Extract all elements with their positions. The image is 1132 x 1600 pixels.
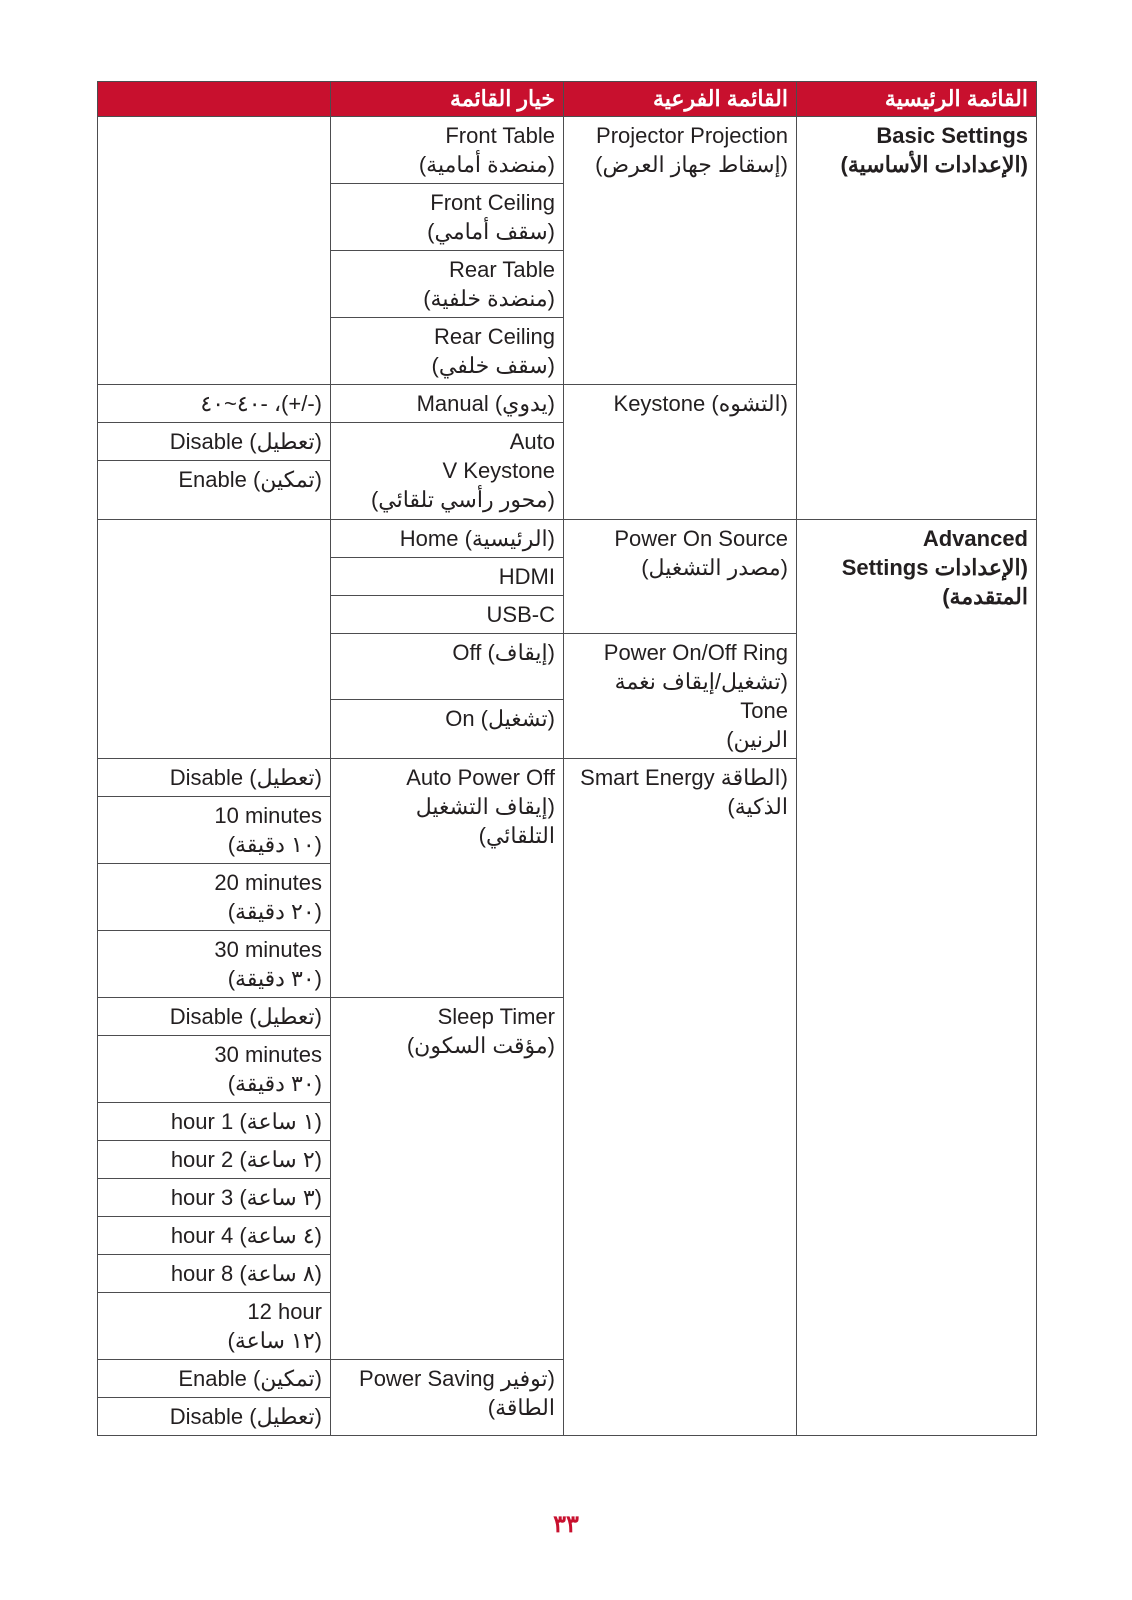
value-disable: (تعطيل) Disable: [98, 423, 331, 461]
option-auto-power-off: Auto Power Off (إيقاف التشغيل التلقائي): [331, 759, 564, 998]
value-enable: (تمكين) Enable: [98, 461, 331, 520]
value-st-2-hour: (٢ ساعة) 2 hour: [98, 1141, 331, 1179]
value-apo-disable: (تعطيل) Disable: [98, 759, 331, 797]
value-st-4-hour: (٤ ساعة) 4 hour: [98, 1217, 331, 1255]
table-header-row: [98, 82, 1037, 117]
header-menu-option: خيار القائمة: [331, 82, 564, 117]
value-st-12-hour: 12 hour (١٢ ساعة): [98, 1293, 331, 1360]
value-st-30-minutes: 30 minutes (٣٠ دقيقة): [98, 1036, 331, 1103]
option-off: (إيقاف) Off: [331, 634, 564, 700]
option-usb-c: USB-C: [331, 596, 564, 634]
option-sleep-timer: Sleep Timer (مؤقت السكون): [331, 998, 564, 1360]
empty-cell: [98, 117, 331, 385]
submenu-power-on-source: Power On Source (مصدر التشغيل): [564, 520, 797, 634]
option-home: (الرئيسية) Home: [331, 520, 564, 558]
value-st-8-hour: (٨ ساعة) 8 hour: [98, 1255, 331, 1293]
table-row: [98, 117, 1037, 184]
header-main-menu: القائمة الرئيسية: [797, 82, 1037, 117]
main-menu-advanced-settings: Advanced (الإعدادات Settings المتقدمة): [797, 520, 1037, 1436]
table-row: [98, 520, 1037, 558]
page-number: ٣٣: [553, 1511, 579, 1538]
submenu-keystone: (التشوه) Keystone: [564, 385, 797, 520]
header-sub-menu: القائمة الفرعية: [564, 82, 797, 117]
value-ps-disable: (تعطيل) Disable: [98, 1398, 331, 1436]
value-manual-range: (-/+)، -٤٠~٤٠: [98, 385, 331, 423]
main-menu-basic-settings: Basic Settings (الإعدادات الأساسية): [797, 117, 1037, 520]
value-apo-20-minutes: 20 minutes (٢٠ دقيقة): [98, 864, 331, 931]
header-blank: [98, 82, 331, 117]
option-auto-v-keystone: Auto V Keystone (محور رأسي تلقائي): [331, 423, 564, 520]
option-rear-table: Rear Table (منضدة خلفية): [331, 251, 564, 318]
value-apo-10-minutes: 10 minutes (١٠ دقيقة): [98, 797, 331, 864]
option-front-table: Front Table (منضدة أمامية): [331, 117, 564, 184]
value-st-disable: (تعطيل) Disable: [98, 998, 331, 1036]
submenu-smart-energy: (الطاقة Smart Energy الذكية): [564, 759, 797, 1436]
empty-cell: [98, 520, 331, 759]
submenu-projector-projection: Projector Projection (إسقاط جهاز العرض): [564, 117, 797, 385]
option-on: (تشغيل) On: [331, 700, 564, 759]
option-hdmi: HDMI: [331, 558, 564, 596]
value-st-3-hour: (٣ ساعة) 3 hour: [98, 1179, 331, 1217]
option-rear-ceiling: Rear Ceiling (سقف خلفي): [331, 318, 564, 385]
submenu-power-ring-tone: Power On/Off Ring (تشغيل/إيقاف نغمة Tone الرنين): [564, 634, 797, 759]
option-front-ceiling: Front Ceiling (سقف أمامي): [331, 184, 564, 251]
value-apo-30-minutes: 30 minutes (٣٠ دقيقة): [98, 931, 331, 998]
option-power-saving: (توفير Power Saving الطاقة): [331, 1360, 564, 1436]
option-manual: (يدوي) Manual: [331, 385, 564, 423]
osd-menu-table: [97, 81, 1037, 1436]
value-st-1-hour: (١ ساعة) 1 hour: [98, 1103, 331, 1141]
value-ps-enable: (تمكين) Enable: [98, 1360, 331, 1398]
